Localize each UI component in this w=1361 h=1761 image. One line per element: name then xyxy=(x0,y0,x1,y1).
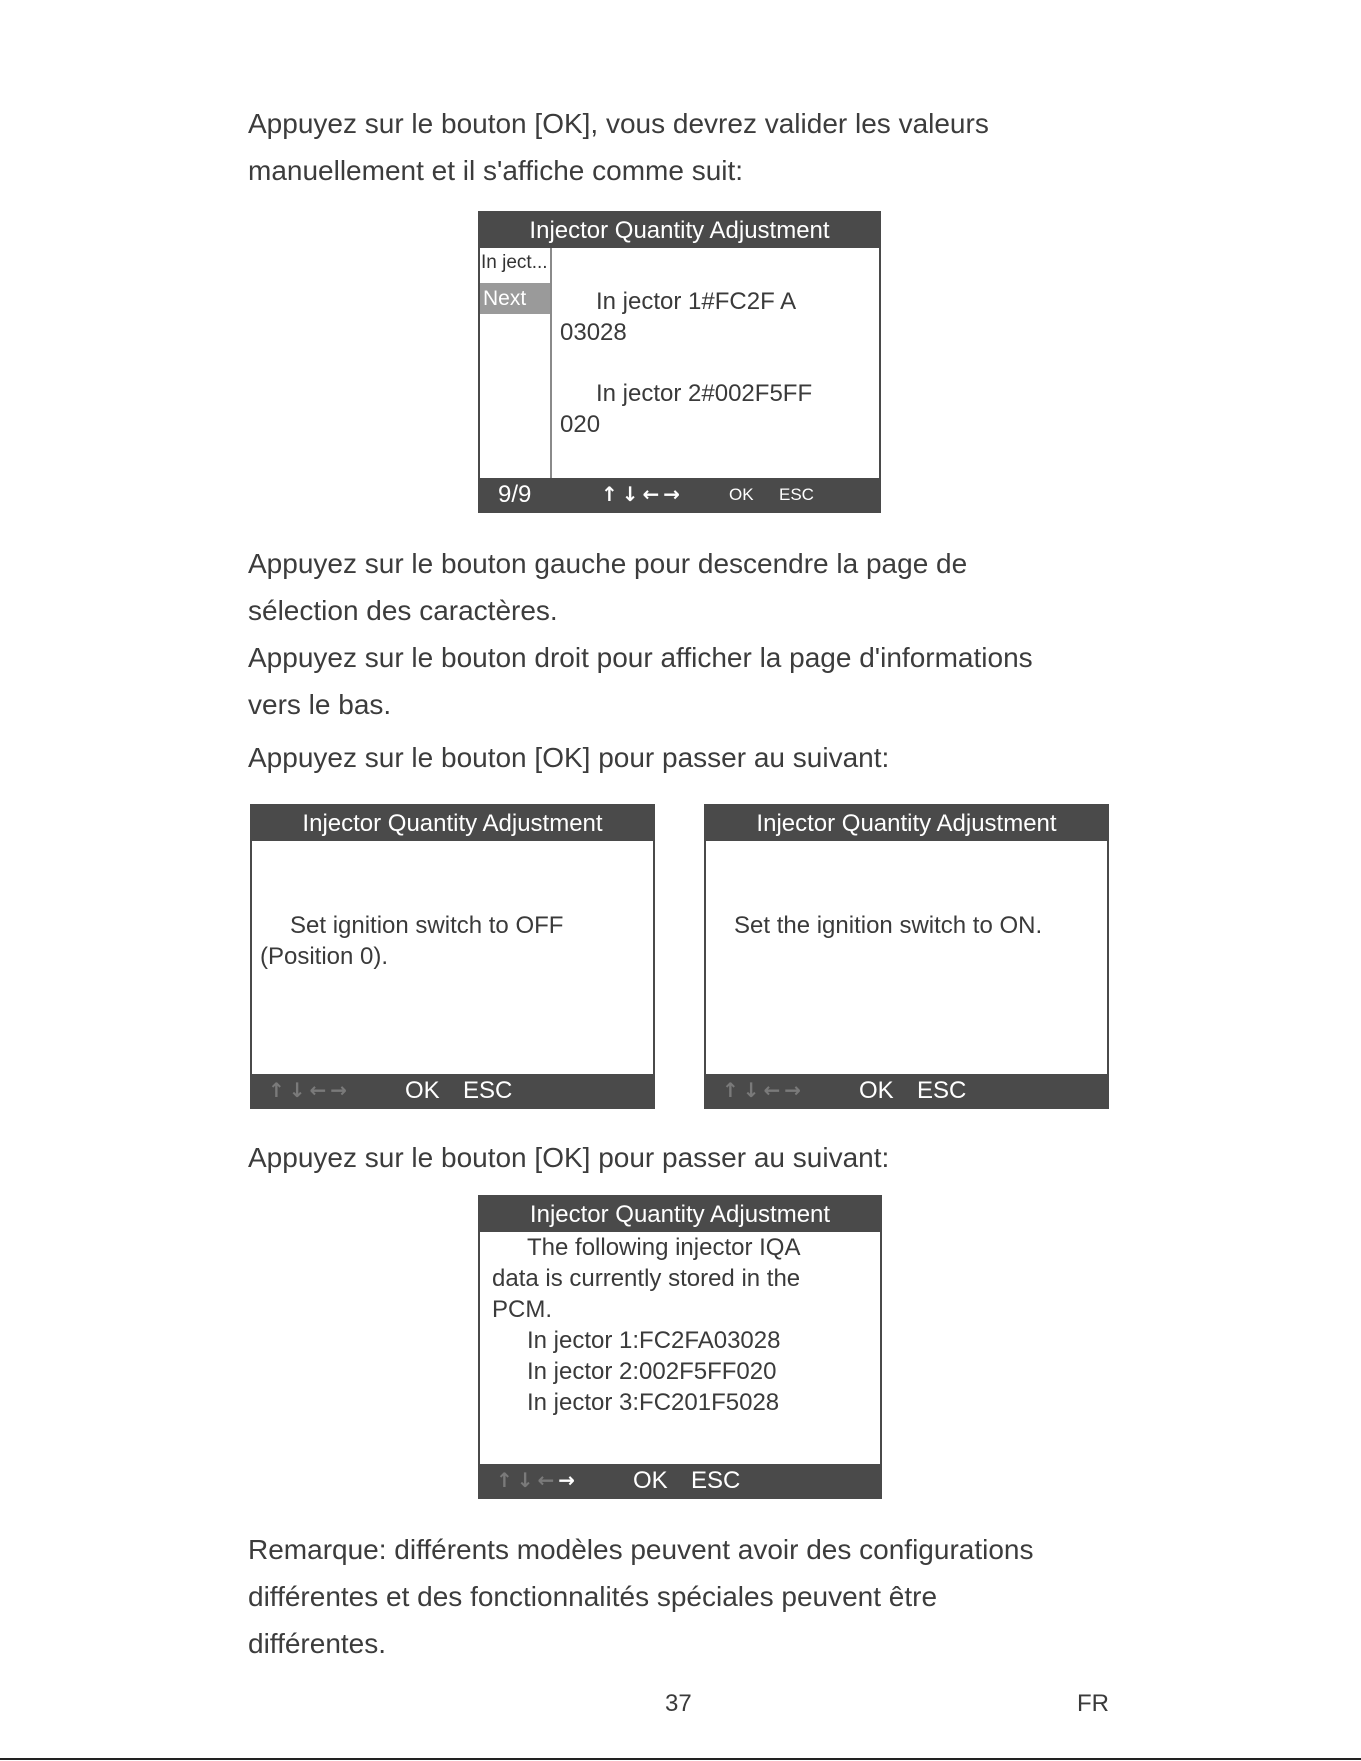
mid-line-2: sélection des caractères. xyxy=(248,595,558,626)
sidebar-item-injector[interactable]: In ject... xyxy=(481,252,548,273)
iqa-injector-3: In jector 3:FC201F5028 xyxy=(527,1389,780,1416)
mid-line-5: Appuyez sur le bouton [OK] pour passer au suivant: xyxy=(248,742,890,773)
screen-title: Injector Quantity Adjustment xyxy=(480,1197,880,1232)
remark-line-1: Remarque: différents modèles peuvent avoir des configurations xyxy=(248,1534,1034,1565)
screen-footer xyxy=(706,1074,1107,1107)
screen-body xyxy=(706,841,1107,1074)
ok-button[interactable]: OK xyxy=(633,1467,668,1494)
intro-paragraph xyxy=(248,100,989,194)
screen-ignition-off xyxy=(250,804,655,1109)
screen-title: Injector Quantity Adjustment xyxy=(706,806,1107,841)
screen-body xyxy=(480,248,879,478)
ignition-off-line-2: (Position 0). xyxy=(260,943,389,970)
iqa-injector-2: In jector 2:002F5FF020 xyxy=(527,1358,777,1385)
remark-line-2: différentes et des fonctionnalités spéciales peuvent être xyxy=(248,1581,938,1612)
arrow-keys-icon: ↑↓←→ xyxy=(601,482,685,506)
screen-footer xyxy=(480,1464,880,1497)
page-indicator: 9/9 xyxy=(498,481,532,508)
esc-button[interactable]: ESC xyxy=(691,1467,741,1494)
injector-2-value: 020 xyxy=(560,411,601,438)
esc-button[interactable]: ESC xyxy=(917,1077,967,1104)
screen-iqa-stored xyxy=(478,1195,882,1499)
injector-1-value: 03028 xyxy=(560,319,627,346)
screen-footer xyxy=(480,478,879,511)
arrow-keys-icon: ↑↓←→ xyxy=(268,1078,352,1102)
remark-paragraph xyxy=(248,1526,1034,1667)
screen-sidebar xyxy=(480,248,552,478)
ok-button[interactable]: OK xyxy=(405,1077,440,1104)
right-arrow-icon[interactable]: → xyxy=(558,1468,580,1492)
mid2-paragraph xyxy=(248,1134,889,1181)
mid-line-3: Appuyez sur le bouton droit pour afficher la page d'informations xyxy=(248,642,1033,673)
sidebar-item-next[interactable]: Next xyxy=(480,283,550,314)
esc-button[interactable]: ESC xyxy=(463,1077,513,1104)
mid-line-1: Appuyez sur le bouton gauche pour descendre la page de xyxy=(248,548,968,579)
injector-values xyxy=(560,286,812,440)
arrow-keys-icon: ↑↓←→ xyxy=(722,1078,806,1102)
screen-footer xyxy=(252,1074,653,1107)
ok-button[interactable]: OK xyxy=(729,485,754,504)
injector-1-label: In jector 1#FC2F A xyxy=(596,288,797,315)
intro-line-1: Appuyez sur le bouton [OK], vous devrez valider les valeurs xyxy=(248,108,989,139)
iqa-line-2: data is currently stored in the xyxy=(492,1265,801,1292)
language-code: FR xyxy=(1077,1690,1109,1717)
iqa-message xyxy=(492,1232,800,1418)
ignition-off-message xyxy=(260,910,563,972)
screen-injector-select xyxy=(478,211,881,513)
mid2-line-1: Appuyez sur le bouton [OK] pour passer au suivant: xyxy=(248,1142,890,1173)
iqa-line-3: PCM. xyxy=(492,1296,552,1323)
screen-ignition-on xyxy=(704,804,1109,1109)
ignition-on-line-1: Set the ignition switch to ON. xyxy=(734,912,1043,939)
ok-button[interactable]: OK xyxy=(859,1077,894,1104)
iqa-injector-1: In jector 1:FC2FA03028 xyxy=(527,1327,781,1354)
iqa-line-1: The following injector IQA xyxy=(527,1234,801,1261)
screen-title: Injector Quantity Adjustment xyxy=(252,806,653,841)
esc-button[interactable]: ESC xyxy=(779,485,814,504)
remark-line-3: différentes. xyxy=(248,1628,387,1659)
mid-paragraph xyxy=(248,540,1033,781)
intro-line-2: manuellement et il s'affiche comme suit: xyxy=(248,155,744,186)
page-number: 37 xyxy=(665,1690,692,1717)
injector-2-label: In jector 2#002F5FF xyxy=(596,380,813,407)
mid-line-4: vers le bas. xyxy=(248,689,392,720)
arrow-keys-icon: ↑↓←→ xyxy=(496,1468,580,1492)
ignition-off-line-1: Set ignition switch to OFF xyxy=(290,912,564,939)
bottom-divider xyxy=(0,1758,1361,1760)
screen-title: Injector Quantity Adjustment xyxy=(480,213,879,248)
ignition-on-message xyxy=(734,910,1042,941)
screen-body xyxy=(252,841,653,1074)
screen-body xyxy=(480,1232,880,1464)
